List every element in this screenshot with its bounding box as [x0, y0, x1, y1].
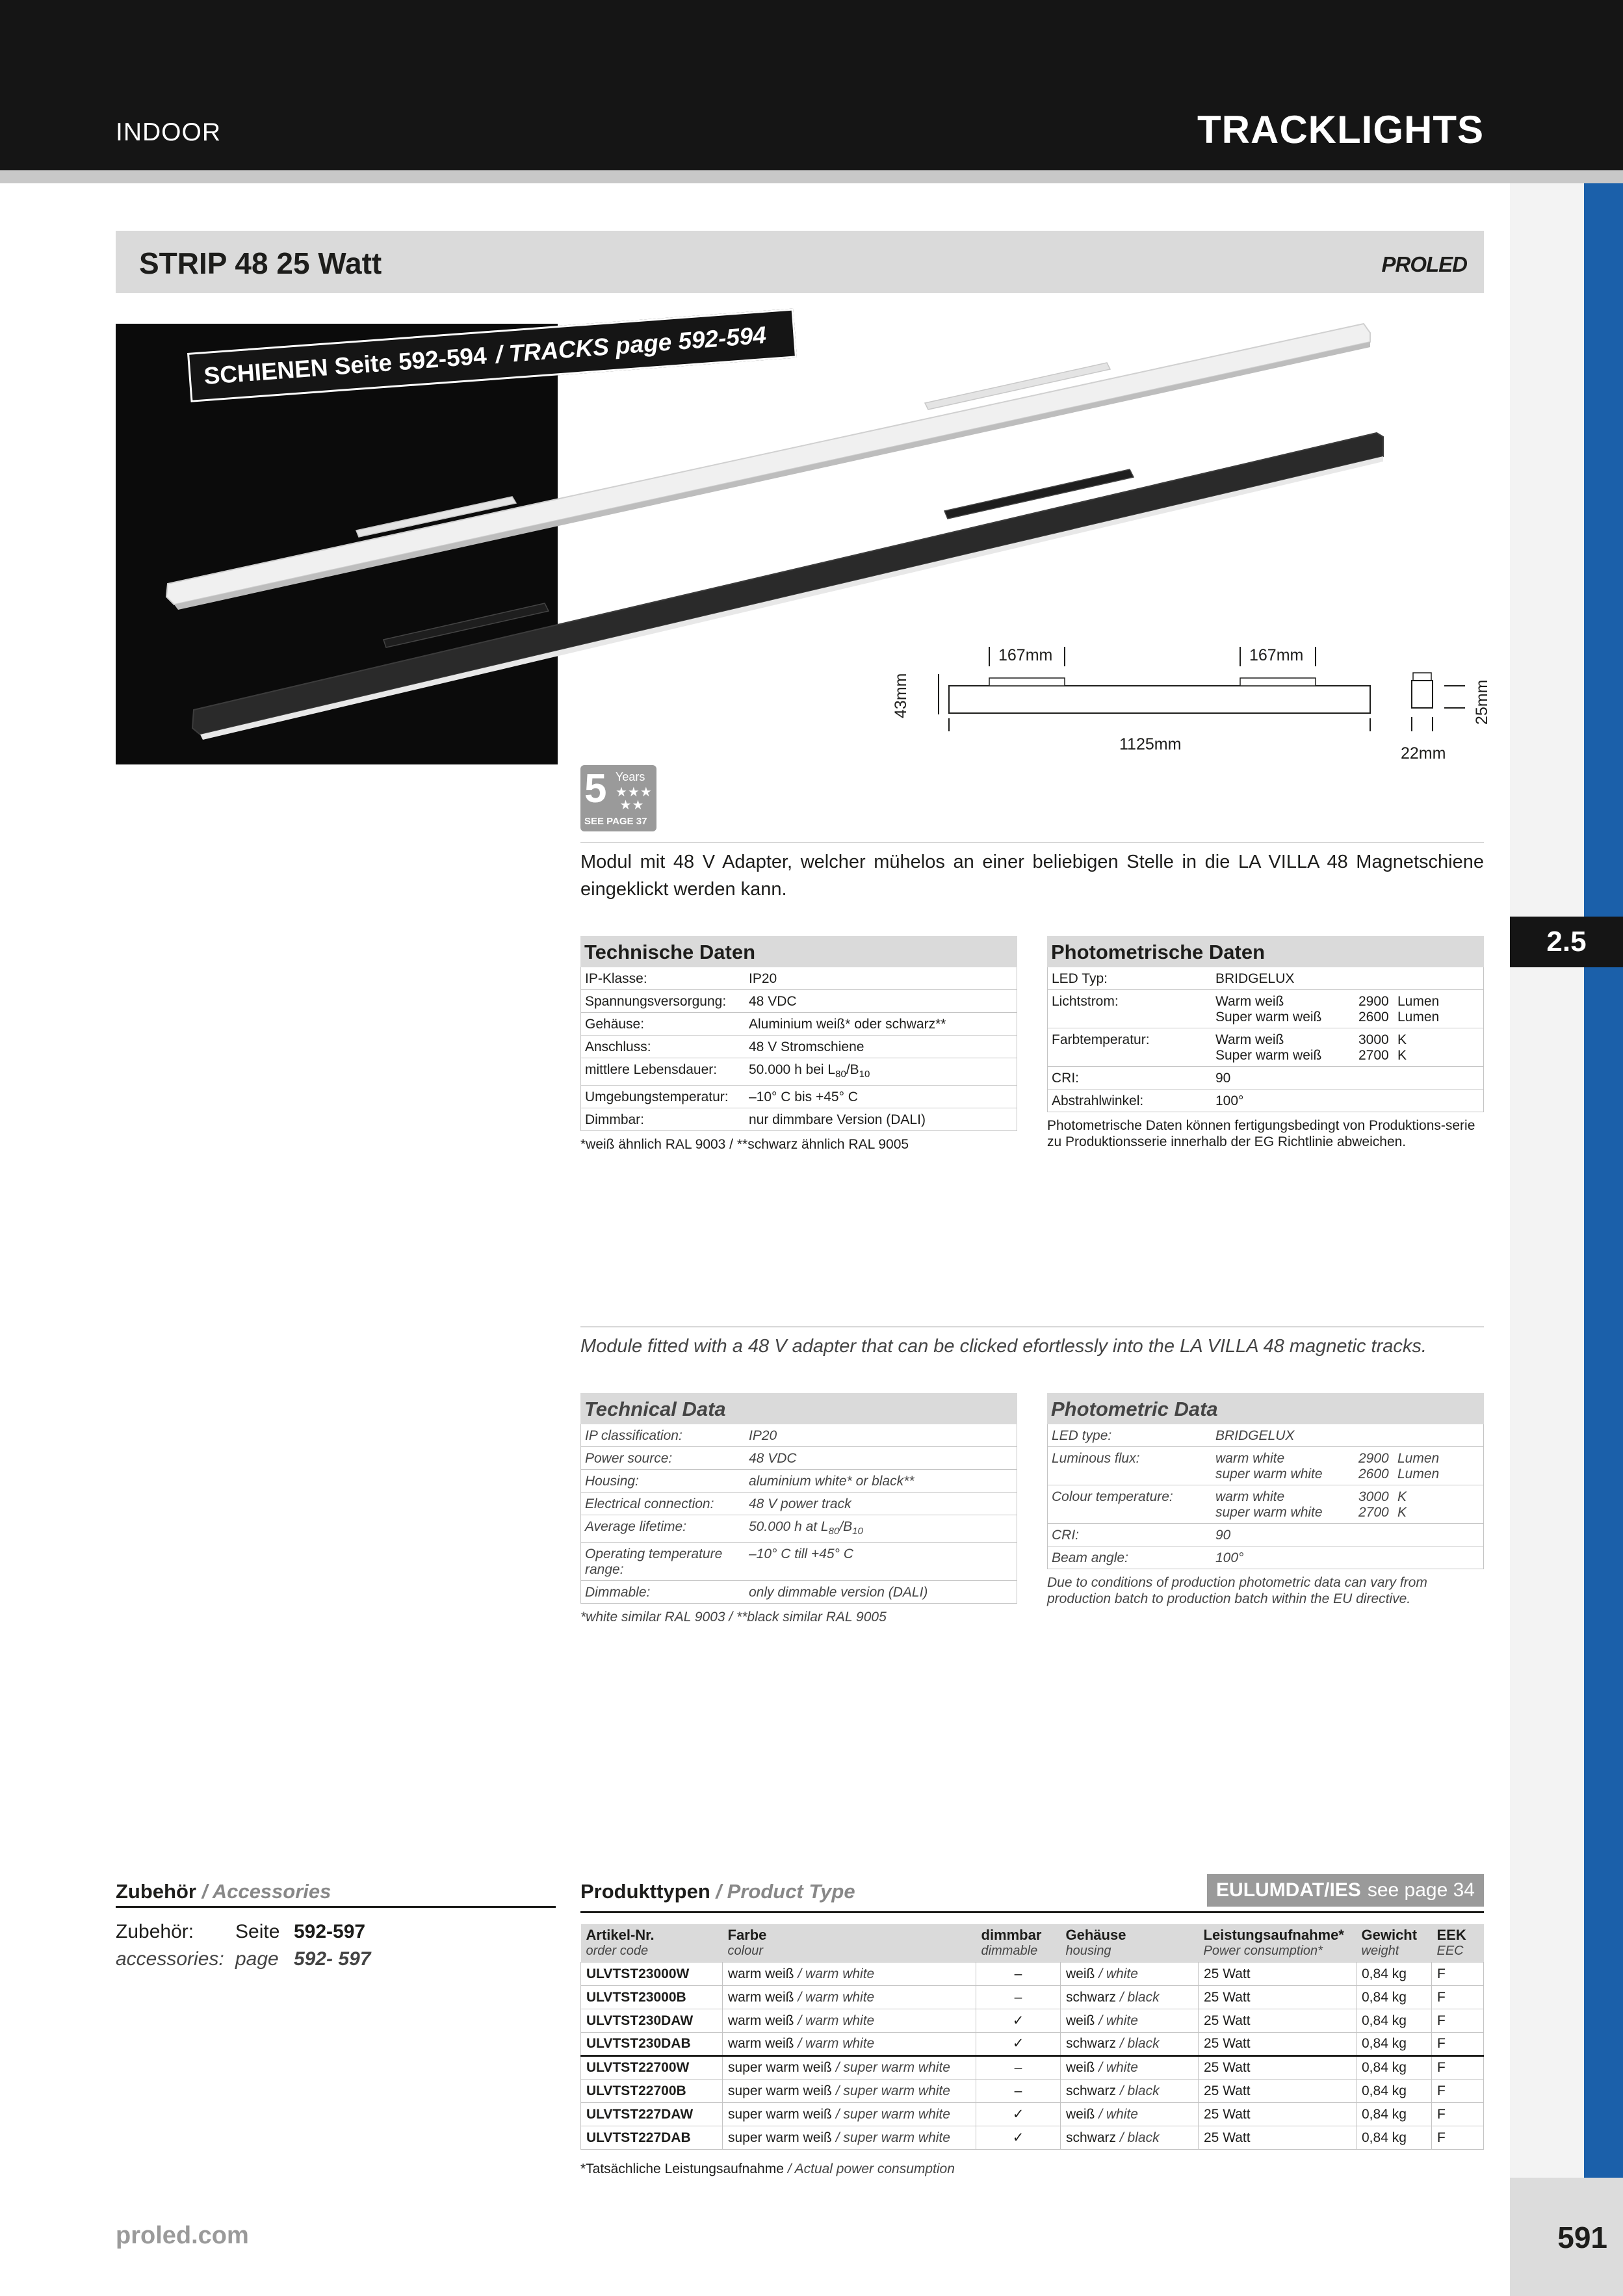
table-row: Dimmable: only dimmable version (DALI): [580, 1581, 1017, 1604]
dimension-drawing: [884, 634, 1495, 770]
table-row: Abstrahlwinkel: 100°: [1047, 1089, 1484, 1112]
table-row: Colour temperature: warm white 3000 K super warm white 2700 K: [1047, 1485, 1484, 1524]
table-row: LED type: BRIDGELUX: [1047, 1424, 1484, 1447]
product-table: [580, 1924, 1484, 2150]
star-icon: ★★★ ★★: [616, 785, 653, 813]
table-row: CRI: 90: [1047, 1067, 1484, 1089]
dim-adapter-width-1: 167mm: [998, 646, 1053, 664]
table-row: ULVTST227DAW super warm weiß / super warm white ✓ weiß / white 25 Watt 0,84 kg F: [581, 2103, 1484, 2126]
table-row: Farbtemperatur: Warm weiß 3000 K Super warm weiß 2700 K: [1047, 1028, 1484, 1067]
product-table-footnote: *Tatsächliche Leistungsaufnahme / Actual power consumption: [580, 2161, 955, 2176]
tech-data-de: [580, 936, 1017, 1153]
table-row: ULVTST23000W warm weiß / warm white – weiß / white 25 Watt 0,84 kg F: [581, 1963, 1484, 1986]
table-header-row: Artikel-Nr. order code Farbe colour dimmbar dimmable Gehäuse housing Leistungsaufnahme* Power consumption* Gewicht weight EEK EEC: [581, 1924, 1484, 1963]
section-label: INDOOR: [116, 118, 221, 146]
header-underline: [0, 170, 1623, 183]
tech-data-en-footnote: *white similar RAL 9003 / **black similar RAL 9005: [580, 1610, 887, 1625]
table-row: Gehäuse: Aluminium weiß* oder schwarz**: [580, 1013, 1017, 1036]
dim-adapter-width-2: 167mm: [1249, 646, 1304, 664]
chapter-tab[interactable]: 2.5: [1510, 917, 1623, 967]
photometric-data-en: [1047, 1393, 1484, 1607]
table-row: Average lifetime: 50.000 h at $L_{80}/B_{10}$: [580, 1515, 1017, 1543]
photometric-data-en-footnote: Due to conditions of production photometric data can vary from production batch to production batch within the EU directive.: [1047, 1575, 1427, 1606]
table-row: Dimmbar: nur dimmbare Version (DALI): [580, 1108, 1017, 1131]
website-link[interactable]: proled.com: [116, 2222, 249, 2249]
table-row: ULVTST230DAW warm weiß / warm white ✓ weiß / white 25 Watt 0,84 kg F: [581, 2009, 1484, 2033]
table-row: Lichtstrom: Warm weiß 2900 Lumen Super warm weiß 2600 Lumen: [1047, 990, 1484, 1028]
warranty-badge[interactable]: [580, 765, 656, 831]
tracks-sign-en: / TRACKS page 592-594: [494, 321, 768, 369]
chapter-color-bar: [1584, 183, 1623, 2178]
photometric-data-en-title: Photometric Data: [1047, 1393, 1484, 1424]
photometric-data-de: [1047, 936, 1484, 1150]
table-row: Luminous flux: warm white 2900 Lumen super warm white 2600 Lumen: [1047, 1447, 1484, 1485]
accessories-row-en[interactable]: accessories: page 592- 597: [116, 1948, 371, 1970]
dim-depth: 25mm: [1473, 679, 1491, 725]
tech-data-en-title: Technical Data: [580, 1393, 1017, 1424]
eulumdat-link[interactable]: EULUMDAT/IES see page 34: [1207, 1874, 1484, 1907]
photometric-data-de-title: Photometrische Daten: [1047, 936, 1484, 967]
table-row: Umgebungstemperatur: –10° C bis +45° C: [580, 1086, 1017, 1108]
description-en: Module fitted with a 48 V adapter that can be clicked efortlessly into the LA VILLA 48 magnetic tracks.: [580, 1336, 1427, 1357]
table-row: IP-Klasse: IP20: [580, 967, 1017, 990]
divider: [580, 842, 1484, 843]
product-title: STRIP 48 25 Watt: [139, 246, 382, 280]
table-row: ULVTST227DAB super warm weiß / super warm white ✓ schwarz / black 25 Watt 0,84 kg F: [581, 2126, 1484, 2150]
table-row: Anschluss: 48 V Stromschiene: [580, 1036, 1017, 1058]
table-row: Spannungsversorgung: 48 VDC: [580, 990, 1017, 1013]
table-row: Electrical connection: 48 V power track: [580, 1493, 1017, 1515]
dim-length: 1125mm: [1119, 735, 1182, 753]
dim-height: 43mm: [892, 673, 910, 718]
divider: [580, 1911, 1484, 1913]
table-row: IP classification: IP20: [580, 1424, 1017, 1447]
table-row: ULVTST23000B warm weiß / warm white – schwarz / black 25 Watt 0,84 kg F: [581, 1986, 1484, 2009]
table-row: Housing: aluminium white* or black**: [580, 1470, 1017, 1493]
table-row: Beam angle: 100°: [1047, 1546, 1484, 1569]
table-row: ULVTST22700B super warm weiß / super warm white – schwarz / black 25 Watt 0,84 kg F: [581, 2080, 1484, 2103]
product-types-heading: Produkttypen / Product Type: [580, 1880, 855, 1903]
table-row: ULVTST230DAB warm weiß / warm white ✓ schwarz / black 25 Watt 0,84 kg F: [581, 2033, 1484, 2056]
warranty-years-number: 5: [584, 766, 607, 811]
table-row: mittlere Lebensdauer: 50.000 h bei $L_{80}/B_{10}$: [580, 1058, 1017, 1086]
brand-logo: PROLED: [1381, 252, 1467, 276]
table-row: LED Typ: BRIDGELUX: [1047, 967, 1484, 990]
photometric-data-de-footnote: Photometrische Daten können fertigungsbedingt von Produktions-serie zu Produktionsserie innerhalb der EG Richtlinie abweichen.: [1047, 1118, 1475, 1149]
tracks-sign-de: SCHIENEN Seite 592-594: [203, 342, 487, 390]
description-de: Modul mit 48 V Adapter, welcher mühelos an einer beliebigen Stelle in die LA VILLA 48 Magnetschiene eingeklickt werden kann.: [580, 852, 1484, 900]
tech-data-de-footnote: *weiß ähnlich RAL 9003 / **schwarz ähnlich RAL 9005: [580, 1137, 909, 1153]
table-row: Power source: 48 VDC: [580, 1447, 1017, 1470]
divider: [580, 1326, 1484, 1327]
accessories-row-de[interactable]: Zubehör: Seite 592-597: [116, 1921, 366, 1942]
dim-width: 22mm: [1401, 744, 1446, 763]
table-row: ULVTST22700W super warm weiß / super warm white – weiß / white 25 Watt 0,84 kg F: [581, 2056, 1484, 2080]
table-row: Operating temperature range: –10° C till +45° C: [580, 1543, 1017, 1581]
warranty-page-ref: SEE PAGE 37: [584, 816, 647, 827]
table-row: CRI: 90: [1047, 1524, 1484, 1546]
warranty-years-label: Years: [616, 770, 645, 783]
tech-data-en: [580, 1393, 1017, 1625]
accessories-heading: Zubehör / Accessories: [116, 1880, 556, 1908]
page-number: 591: [1557, 2221, 1607, 2254]
tech-data-de-title: Technische Daten: [580, 936, 1017, 967]
category-title: TRACKLIGHTS: [1197, 108, 1484, 151]
